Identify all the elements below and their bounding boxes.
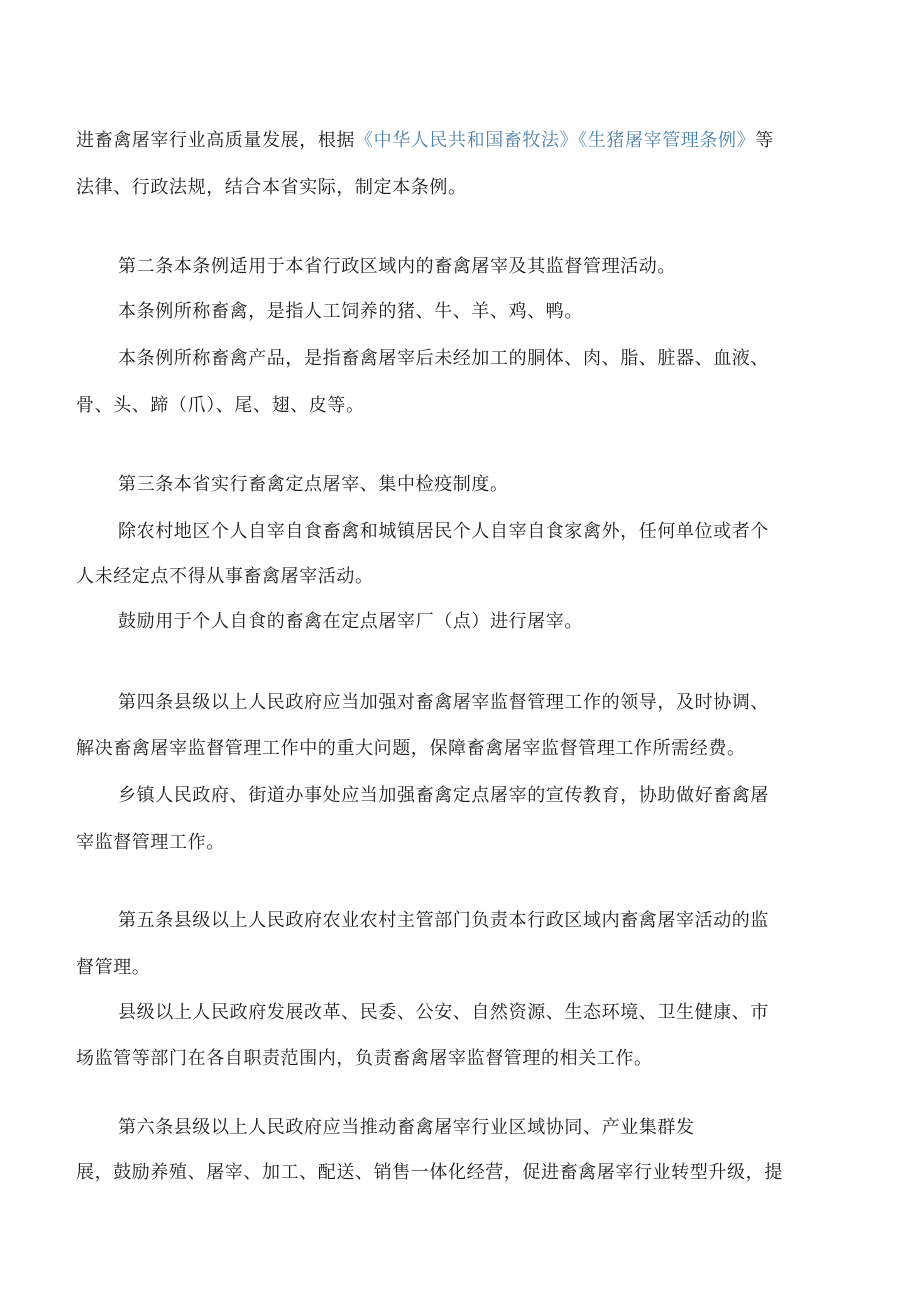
- paragraph-line: 乡镇人民政府、街道办事处应当加强畜禽定点屠宰的宣传教育，协助做好畜禽屠: [118, 785, 769, 806]
- article-6-heading-line: 第六条县级以上人民政府应当推动畜禽屠宰行业区域协同、产业集群发: [118, 1117, 695, 1138]
- law-reference-link[interactable]: 《中华人民共和国畜牧法》《生猪屠宰管理条例》: [355, 130, 756, 151]
- paragraph-line: 县级以上人民政府发展改革、民委、公安、自然资源、生态环境、卫生健康、市: [118, 1002, 769, 1023]
- paragraph-line: 场监管等部门在各自职责范围内，负责畜禽屠宰监督管理的相关工作。: [76, 1048, 653, 1069]
- paragraph-line: 本条例所称畜禽，是指人工饲养的猪、牛、羊、鸡、鸭。: [118, 301, 583, 322]
- paragraph-line: 法律、行政法规，结合本省实际，制定本条例。: [76, 177, 467, 198]
- paragraph-line: 鼓励用于个人自食的畜禽在定点屠宰厂（点）进行屠宰。: [118, 611, 583, 632]
- text-span: 等: [755, 130, 774, 151]
- article-3-heading-line: 第三条本省实行畜禽定点屠宰、集中检疫制度。: [118, 474, 509, 495]
- text-span: 进畜禽屠宰行业高质量发展，根据: [76, 130, 355, 151]
- article-2-heading-line: 第二条本条例适用于本省行政区域内的畜禽屠宰及其监督管理活动。: [118, 256, 676, 277]
- article-4-heading-line: 第四条县级以上人民政府应当加强对畜禽屠宰监督管理工作的领导，及时协调、: [118, 692, 769, 713]
- paragraph-line: 解决畜禽屠宰监督管理工作中的重大问题，保障畜禽屠宰监督管理工作所需经费。: [76, 738, 746, 759]
- paragraph-line: 人未经定点不得从事畜禽屠宰活动。: [76, 566, 374, 587]
- paragraph-line: [76, 128, 774, 154]
- article-5-heading-line: 第五条县级以上人民政府农业农村主管部门负责本行政区域内畜禽屠宰活动的监: [118, 910, 769, 931]
- paragraph-line: 督管理。: [76, 957, 151, 978]
- paragraph-line: 展，鼓励养殖、屠宰、加工、配送、销售一体化经营，促进畜禽屠宰行业转型升级，提: [76, 1162, 783, 1183]
- paragraph-line: 除农村地区个人自宰自食畜禽和城镇居民个人自宰自食家禽外，任何单位或者个: [118, 521, 769, 542]
- paragraph-line: 骨、头、蹄（爪）、尾、翅、皮等。: [76, 395, 365, 416]
- paragraph-line: 本条例所称畜禽产品，是指畜禽屠宰后未经加工的胴体、肉、脂、脏器、血液、: [118, 348, 769, 369]
- paragraph-line: 宰监督管理工作。: [76, 832, 225, 853]
